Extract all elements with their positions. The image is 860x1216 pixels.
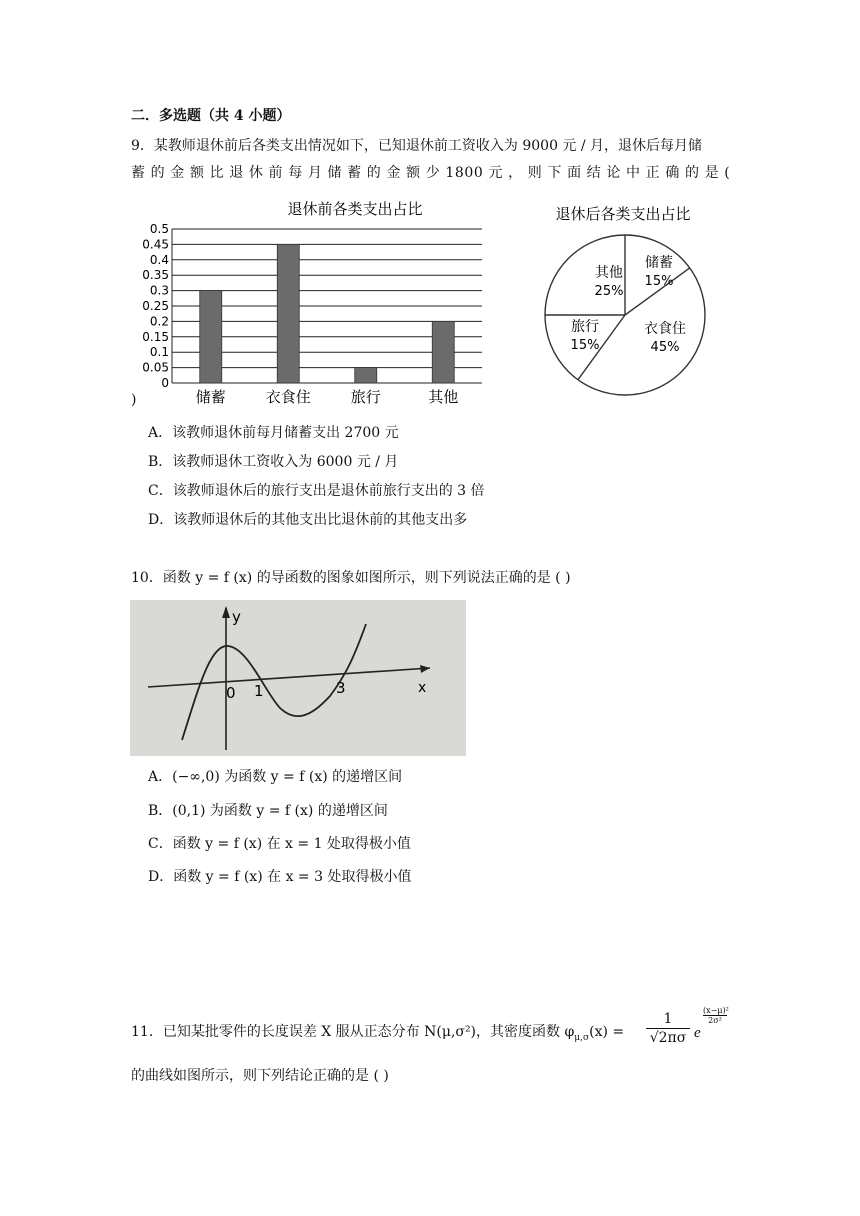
q11-subscript: μ,σ: [574, 1032, 590, 1043]
pie-slice-label: 储蓄: [645, 255, 673, 271]
bar-chart-bars: [200, 244, 455, 383]
tick-label-1: 1: [254, 682, 264, 700]
y-tick-label: 0.3: [149, 283, 169, 298]
q9-option-c: C．该教师退休后的旅行支出是退休前旅行支出的 3 倍: [148, 483, 485, 499]
y-tick-label: 0.35: [142, 268, 169, 283]
q11-stem-line2: 的曲线如图所示，则下列结论正确的是 ( ): [131, 1068, 389, 1084]
q11-exp-num: (x−μ)²: [703, 1006, 729, 1015]
x-axis-label: x: [418, 680, 427, 696]
pie-chart-title: 退休后各类支出占比: [555, 205, 691, 223]
y-tick-label: 0.45: [142, 237, 169, 252]
bar-chart: [132, 195, 492, 410]
q10-option-a: A．(−∞,0) 为函数 y = f (x) 的递增区间: [148, 769, 403, 785]
bar-chart-title: 退休前各类支出占比: [287, 200, 423, 218]
q10-stem: 10．函数 y = f (x) 的导函数的图象如图所示，则下列说法正确的是 ( ): [131, 570, 571, 586]
derivative-graph: [130, 600, 466, 756]
q10-option-d: D．函数 y = f (x) 在 x = 3 处取得极小值: [148, 869, 412, 885]
q11-frac-den: √2πσ: [649, 1030, 687, 1046]
bar-chart-y-tick-labels: [142, 222, 169, 390]
y-tick-label: 0.15: [142, 329, 169, 344]
derivative-graph-photo: [130, 600, 466, 756]
q11-exponent: [703, 1006, 727, 1025]
pie-slice-label: 旅行: [571, 319, 599, 335]
bar-储蓄: [200, 291, 222, 383]
q10-option-c: C．函数 y = f (x) 在 x = 1 处取得极小值: [148, 836, 411, 852]
section-title: 二．多选题（共 4 小题）: [131, 108, 291, 124]
bar-chart-x-tick-labels: [196, 388, 459, 406]
x-axis-arrow: [420, 665, 430, 673]
y-tick-label: 0.05: [142, 360, 169, 375]
q9-stem-line1: 9．某教师退休前后各类支出情况如下，已知退休前工资收入为 9000 元 / 月，退休后每月储: [131, 138, 703, 154]
pie-slice-value: 15%: [644, 274, 674, 289]
y-tick-label: 0.5: [149, 222, 169, 236]
q11-exp-den: 2σ²: [708, 1016, 722, 1025]
q11-frac-num: 1: [663, 1011, 673, 1027]
q9-option-a: A．该教师退休前每月储蓄支出 2700 元: [148, 425, 399, 441]
q9-option-d: D．该教师退休后的其他支出比退休前的其他支出多: [148, 512, 468, 528]
x-tick-label: 储蓄: [195, 388, 226, 406]
y-tick-label: 0.25: [142, 299, 169, 313]
q11-stem-text: 11．已知某批零件的长度误差 X 服从正态分布 N(μ,σ²)，其密度函数 φ: [131, 1024, 575, 1040]
bar-衣食住: [277, 244, 299, 383]
tick-label-3: 3: [336, 679, 346, 697]
q9-close-paren: ): [131, 392, 137, 408]
y-tick-label: 0.2: [149, 314, 169, 329]
bar-其他: [432, 321, 454, 383]
bar-旅行: [355, 368, 377, 383]
tick-label-0: 0: [226, 684, 236, 702]
x-tick-label: 其他: [428, 388, 459, 406]
pie-chart: [535, 198, 715, 403]
pie-slice-label: 其他: [595, 265, 623, 281]
pie-slice-value: 45%: [650, 340, 680, 355]
x-tick-label: 衣食住: [265, 388, 311, 406]
q9-option-b: B．该教师退休工资收入为 6000 元 / 月: [148, 454, 399, 470]
q11-exp-base: e: [694, 1025, 701, 1041]
q11-stem-part1: [131, 1022, 624, 1048]
x-axis: [148, 668, 430, 687]
q10-option-b: B．(0,1) 为函数 y = f (x) 的递增区间: [148, 803, 388, 819]
pie-slice-label: 衣食住: [644, 321, 686, 337]
q11-fraction: [646, 1011, 690, 1046]
y-tick-label: 0: [161, 376, 169, 390]
y-tick-label: 0.1: [149, 345, 169, 360]
pie-chart-slices: [545, 235, 705, 395]
pie-slice-value: 25%: [594, 284, 624, 299]
y-tick-label: 0.4: [149, 252, 169, 267]
x-tick-label: 旅行: [350, 388, 381, 406]
y-axis-arrow: [222, 606, 230, 618]
pie-slice-value: 15%: [570, 338, 600, 353]
q11-frac-bar: [646, 1028, 690, 1029]
q9-stem-line2: 蓄 的 金 额 比 退 休 前 每 月 储 蓄 的 金 额 少 1800 元 ， 则 下 面 结 论 中 正 确 的 是 (: [131, 165, 731, 181]
q11-stem-text-2: (x) =: [589, 1024, 625, 1040]
y-axis-label: y: [232, 608, 241, 626]
